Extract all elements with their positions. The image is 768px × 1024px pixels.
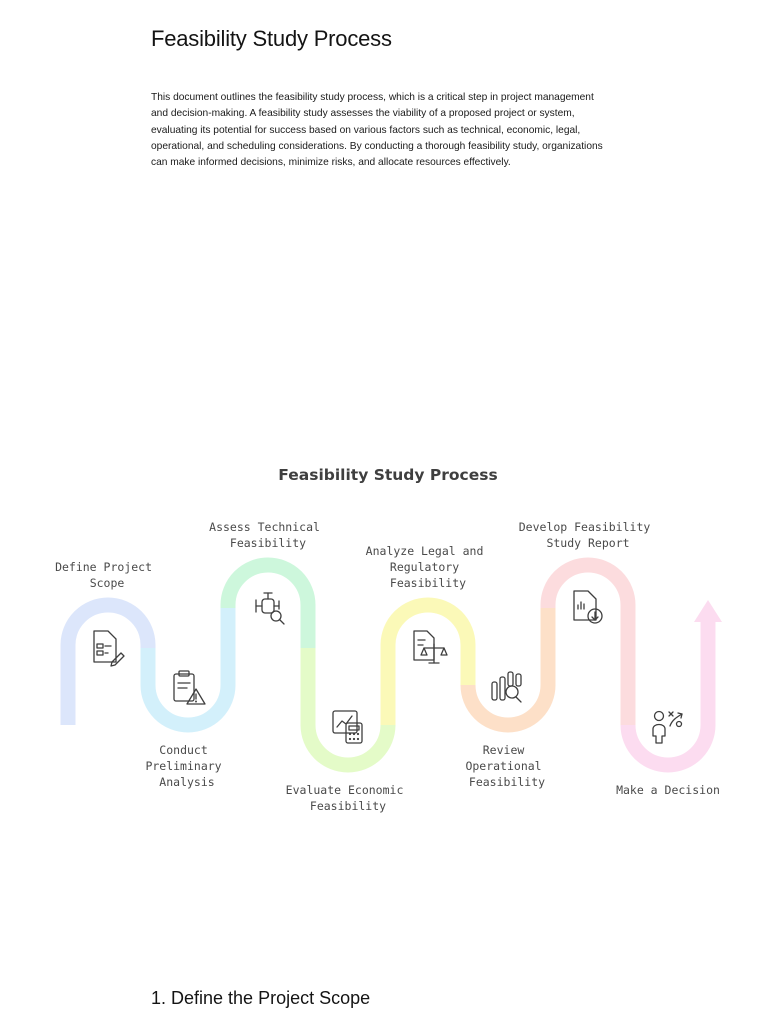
step-label-1: Define Project Scope bbox=[55, 560, 152, 590]
step-label-6: Review Operational Feasibility bbox=[465, 743, 546, 789]
decision-strategy-icon bbox=[653, 712, 682, 744]
path-segment-5 bbox=[388, 605, 468, 725]
document-edit-icon bbox=[94, 631, 124, 666]
path-segment-6 bbox=[468, 608, 548, 725]
diagram-title: Feasibility Study Process bbox=[278, 466, 498, 484]
document-title: Feasibility Study Process bbox=[151, 26, 392, 51]
chart-calculator-icon bbox=[333, 711, 362, 743]
step-label-3: Assess Technical Feasibility bbox=[209, 520, 320, 550]
path-segment-4 bbox=[308, 648, 388, 765]
path-segment-3 bbox=[228, 565, 308, 648]
path-segment-1 bbox=[68, 605, 148, 725]
section-heading: 1. Define the Project Scope bbox=[151, 988, 371, 1008]
operations-search-icon bbox=[492, 672, 521, 702]
path-segment-8 bbox=[628, 620, 708, 765]
step-label-8: Make a Decision bbox=[616, 783, 720, 797]
process-diagram-svg bbox=[0, 450, 768, 830]
process-diagram bbox=[0, 450, 768, 830]
report-download-icon bbox=[574, 591, 602, 623]
path-segment-7 bbox=[548, 565, 628, 725]
intro-paragraph: This document outlines the feasibility study process, which is a critical step in project management and decision-making. A feasibility study assesses the viability of a proposed project or system, evaluating its potential for success based on various factors such as technical, economic, legal, operational, and scheduling considerations. By conducting a thorough feasibility study, organizations can make informed decisions, minimize risks, and allocate resources effectively. bbox=[151, 92, 603, 169]
path-arrowhead bbox=[694, 600, 722, 622]
step-label-7: Develop Feasibility Study Report bbox=[518, 520, 651, 550]
step-label-2: Conduct Preliminary Analysis bbox=[145, 743, 222, 789]
step-label-4: Evaluate Economic Feasibility bbox=[285, 783, 404, 813]
document-scales-icon bbox=[414, 631, 447, 663]
step-label-5: Analyze Legal and Regulatory Feasibility bbox=[365, 544, 484, 590]
path-segment-2 bbox=[148, 608, 228, 725]
clipboard-warning-icon bbox=[174, 671, 205, 704]
valve-search-icon bbox=[256, 593, 284, 624]
